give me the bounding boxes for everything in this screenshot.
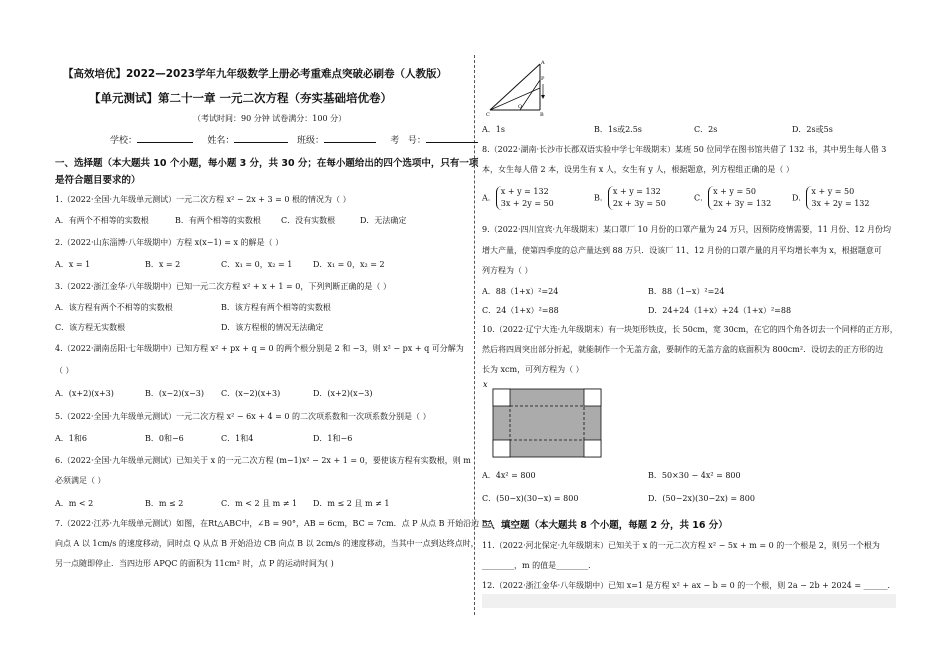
q9-option-a[interactable]: A．88（1+x）²=24 [482, 287, 559, 296]
q8-d-eq1: x + y = 50 [811, 187, 855, 196]
q9-option-c[interactable]: C．24（1+x）²=88 [482, 306, 559, 315]
q10-fig-corner-tr [584, 389, 601, 406]
q8-option-a[interactable] [482, 186, 554, 210]
q8-option-b-system [608, 186, 666, 210]
q12-answer-area[interactable] [482, 594, 896, 608]
q8-option-b-letter: B． [594, 193, 608, 203]
q3-option-b[interactable]: B．该方程有两个相等的实数根 [221, 303, 331, 312]
q10-fig-corner-br [584, 440, 601, 457]
q2-option-a[interactable]: A．x = 1 [55, 260, 91, 269]
q4-stem: 4.（2022·湖南岳阳·七年级期中）已知方程 x² + px + q = 0 的两个根分别是 2 和 −3，则 x² − px + q 可分解为 [55, 344, 464, 353]
q6-option-c[interactable]: C．m < 2 且 m ≠ 1 [221, 499, 298, 508]
q6-option-d[interactable]: D．m ≤ 2 且 m ≠ 1 [313, 499, 390, 508]
q3-stem: 3.（2022·浙江金华·八年级期中）已知一元二次方程 x² + x + 1 = 0，下列判断正确的是（ ） [55, 282, 391, 291]
q1-stem: 1.（2022·全国·九年级单元测试）一元二次方程 x² − 2x + 3 = 0 根的情况为（ ） [55, 195, 351, 204]
section1-title-2: 是符合题目要求的） [55, 175, 141, 186]
number-blank[interactable] [426, 133, 478, 143]
q8-line1: 8.（2022·湖南·长沙市长郡双语实验中学七年级期末）某班 50 位同学在图书馆共借了 132 书，其中男生每人借 3 [482, 145, 887, 154]
school-blank[interactable] [137, 133, 193, 143]
exam-label: 考 [390, 136, 400, 146]
q1-option-c[interactable]: C．没有实数根 [281, 216, 336, 225]
q8-c-eq1: x + y = 50 [713, 187, 756, 196]
q7-line2: 向点 A 以 1cm/s 的速度移动，同时点 Q 从点 B 开始沿边 CB 向点 B 以 2cm/s 的速度移动，当其中一点到达终点时， [55, 539, 479, 548]
q5-option-d[interactable]: D．1和−6 [313, 434, 353, 443]
q11-line2: ________，m 的值是________． [482, 561, 597, 570]
q7-fig-label-p: P [541, 76, 545, 82]
q10-line1: 10.（2022·辽宁大连·九年级期末）有一块矩形铁皮，长 50cm，宽 30cm，在它的四个角各切去一个同样的正方形， [482, 325, 898, 334]
q7-option-b[interactable]: B．1s或2.5s [594, 125, 642, 134]
q9-line3: 列方程为（ ） [482, 266, 533, 275]
name-label: 姓名： [207, 136, 235, 146]
q10-option-c[interactable]: C．(50−x)(30−x) = 800 [482, 494, 579, 503]
q7-option-c[interactable]: C．2s [694, 125, 718, 134]
q10-fig-corner-bl [493, 440, 510, 457]
q8-c-eq2: 2x + 3y = 132 [713, 199, 772, 208]
q8-option-c-letter: C． [694, 193, 709, 203]
q7-line3: 另一点随即停止．当四边形 APQC 的面积为 11cm² 时，点 P 的运动时间为( ) [55, 559, 334, 568]
q7-fig-side-ac [490, 64, 540, 110]
q10-sheet-figure [482, 378, 606, 460]
q9-line2: 增大产量，使第四季度的总产量达到 88 万只．设该厂 11、12 月份的口罩产量的月平均增长率为 x，根据题意可 [482, 246, 882, 255]
q10-fig-corner-tl [493, 389, 510, 406]
q1-option-d[interactable]: D．无法确定 [360, 216, 407, 225]
q1-option-b[interactable]: B．有两个相等的实数根 [175, 216, 261, 225]
q4-paren: （ ） [55, 366, 74, 375]
q5-stem: 5.（2022·全国·九年级单元测试）一元二次方程 x² − 6x + 4 = 0 的二次项系数和一次项系数分别是（ ） [55, 412, 431, 421]
q8-option-c-system [708, 186, 771, 210]
series-title: 【高效培优】2022—2023学年九年级数学上册必考重难点突破必刷卷（人教版） [63, 68, 447, 80]
q8-option-b[interactable] [594, 186, 666, 210]
q7-fig-arrowhead [541, 95, 545, 99]
q10-line2: 然后将四周突出部分折起，就能制作一个无盖方盒，要制作的无盖方盒的底面积为 800cm²．设切去的正方形的边 [482, 345, 884, 354]
q7-fig-segment-pq [520, 80, 540, 110]
q8-line2: 本，女生每人借 2 本，设男生有 x 人，女生有 y 人，根据题意，列方程组正确的是（ ） [482, 165, 794, 174]
q2-option-d[interactable]: D．x₁ = 0，x₂ = 2 [313, 260, 385, 269]
q10-option-a[interactable]: A．4x² = 800 [482, 471, 536, 480]
q10-option-b[interactable]: B．50×30 − 4x² = 800 [648, 471, 741, 480]
q9-option-b[interactable]: B．88（1−x）²=24 [648, 287, 725, 296]
q7-fig-label-a: A [541, 60, 545, 66]
q10-line3: 长为 xcm，可列方程为（ ） [482, 365, 584, 374]
q8-option-a-system [496, 186, 554, 210]
school-label: 学校： [110, 136, 138, 146]
section1-title: 一、选择题（本大题共 10 个小题，每小题 3 分，共 30 分；在每小题给出的四个选项中，只有一项 [55, 158, 479, 169]
q7-option-a[interactable]: A．1s [482, 125, 505, 134]
q10-fig-x-label: x [483, 380, 488, 389]
q4-option-a[interactable]: A．(x+2)(x+3) [55, 389, 114, 398]
q7-triangle-figure [484, 58, 546, 116]
q8-b-eq1: x + y = 132 [612, 187, 661, 196]
q6-option-b[interactable]: B．m ≤ 2 [145, 499, 184, 508]
q3-option-c[interactable]: C．该方程无实数根 [55, 323, 126, 332]
q7-line1: 7.（2022·江苏·九年级单元测试）如图，在Rt△ABC中，∠B = 90°，AB = 6cm，BC = 7cm．点 P 从点 B 开始沿边 BA [55, 519, 494, 528]
q10-option-d[interactable]: D．(50−2x)(30−2x) = 800 [648, 494, 755, 503]
q8-option-c[interactable] [694, 186, 771, 210]
class-label: 班级： [296, 136, 324, 146]
name-blank[interactable] [234, 133, 288, 143]
q4-option-b[interactable]: B．(x−2)(x−3) [145, 389, 204, 398]
q8-option-d-letter: D． [792, 193, 807, 203]
q8-option-d[interactable] [792, 186, 869, 210]
unit-title: 【单元测试】第二十一章 一元二次方程（夯实基础培优卷） [89, 91, 393, 105]
q7-fig-label-b: B [540, 112, 544, 116]
q1-option-a[interactable]: A．有两个不相等的实数根 [55, 216, 149, 225]
q6-line2: 必须满足（ ） [55, 476, 106, 485]
q5-option-a[interactable]: A．1和6 [55, 434, 87, 443]
q7-option-d[interactable]: D．2s或5s [792, 125, 833, 134]
q5-option-b[interactable]: B．0和−6 [145, 434, 184, 443]
q2-stem: 2.（2022·山东淄博·八年级期中）方程 x(x−1) = x 的解是（ ） [55, 238, 284, 247]
section2-title: 二、填空题（本大题共 8 个小题，每题 2 分，共 16 分） [482, 520, 728, 531]
q3-option-d[interactable]: D．该方程根的情况无法确定 [221, 323, 324, 332]
q4-option-d[interactable]: D．(x+2)(x−3) [313, 389, 373, 398]
q6-option-a[interactable]: A．m < 2 [55, 499, 94, 508]
q9-line1: 9.（2022·四川宜宾·九年级期末）某口罩厂 10 月份的口罩产量为 24 万只，因预防疫情需要，11 月份、12 月份均 [482, 225, 892, 234]
q3-option-a[interactable]: A．该方程有两个不相等的实数根 [55, 303, 173, 312]
exam-info: （考试时间：90 分钟 试卷满分：100 分） [193, 114, 347, 123]
q2-option-c[interactable]: C．x₁ = 0，x₂ = 1 [221, 260, 293, 269]
q7-fig-label-q: Q [518, 104, 523, 110]
q11-line1: 11.（2022·河北保定·九年级期末）已知关于 x 的一元二次方程 x² − 5x + m = 0 的一个根是 2，则另一个根为 [482, 541, 880, 550]
number-label: 号： [407, 136, 426, 146]
q4-option-c[interactable]: C．(x−2)(x+3) [221, 389, 281, 398]
q8-option-a-letter: A． [482, 193, 496, 203]
q8-a-eq1: x + y = 132 [500, 187, 549, 196]
q8-a-eq2: 3x + 2y = 50 [500, 199, 554, 208]
q8-b-eq2: 2x + 3y = 50 [612, 199, 666, 208]
q12-line1: 12.（2022·浙江金华·八年级期中）已知 x=1 是方程 x² + ax − b = 0 的一个根，则 2a − 2b + 2024 = ______． [482, 581, 896, 590]
q7-fig-label-c: C [486, 112, 490, 116]
q9-option-d[interactable]: D．24+24（1+x）+24（1+x）²=88 [648, 306, 792, 315]
q8-option-d-system [806, 186, 869, 210]
q8-d-eq2: 3x + 2y = 132 [811, 199, 870, 208]
q6-stem: 6.（2022·全国·九年级单元测试）已知关于 x 的一元二次方程 (m−1)x² − 2x + 1 = 0，要使该方程有实数根，则 m [55, 456, 471, 465]
class-blank[interactable] [324, 133, 376, 143]
q5-option-c[interactable]: C．1和4 [221, 434, 254, 443]
q2-option-b[interactable]: B．x = 2 [145, 260, 181, 269]
student-info-fields [110, 133, 478, 146]
